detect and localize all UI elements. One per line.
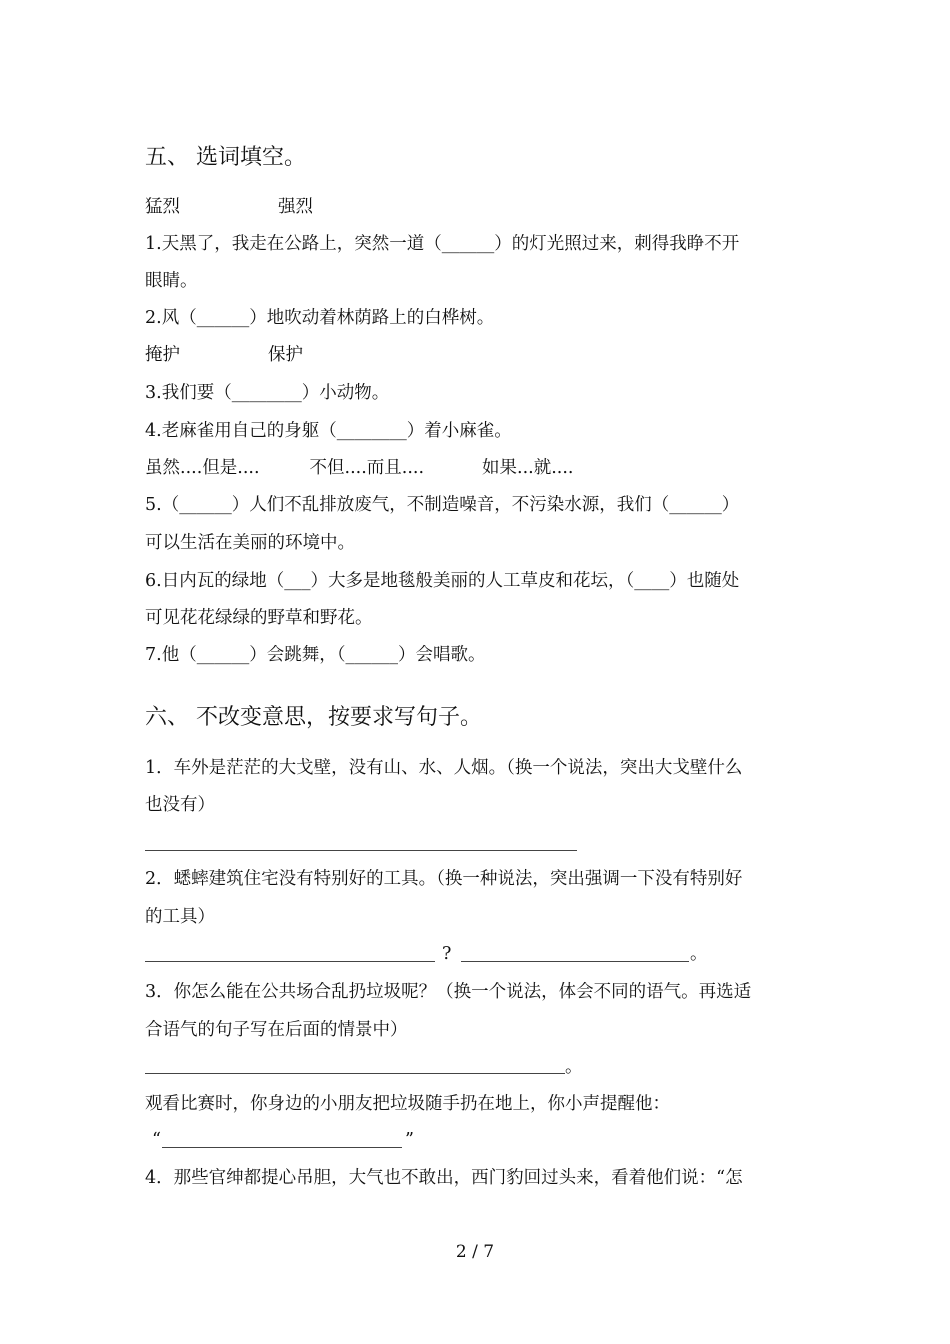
answer-line[interactable] bbox=[145, 850, 577, 851]
question-text: 可以生活在美丽的环境中。 bbox=[145, 533, 355, 553]
period-mark: 。 bbox=[565, 1057, 583, 1077]
question-mark: ? bbox=[442, 944, 452, 964]
question-text: 合语气的句子写在后面的情景中） bbox=[145, 1020, 408, 1040]
question-text: 的工具） bbox=[145, 907, 215, 927]
answer-line[interactable] bbox=[162, 1147, 402, 1148]
word-pair-2 bbox=[145, 343, 303, 367]
question-text: 6.日内瓦的绿地（___）大多是地毯般美丽的人工草皮和花坛，（____）也随处 bbox=[145, 571, 740, 591]
question-text: 3．你怎么能在公共场合乱扔垃圾呢？（换一个说法，体会不同的语气。再选适 bbox=[145, 982, 752, 1002]
question-text: 4.老麻雀用自己的身躯（________）着小麻雀。 bbox=[145, 421, 512, 441]
open-quote: “ bbox=[152, 1130, 161, 1150]
question-text: 3.我们要（________）小动物。 bbox=[145, 383, 390, 403]
section6-heading: 六、 不改变意思，按要求写句子。 bbox=[145, 705, 482, 730]
close-quote: ” bbox=[405, 1130, 414, 1150]
question-text: 可见花花绿绿的野草和野花。 bbox=[145, 608, 373, 628]
conjunction-option: 虽然....但是.... bbox=[145, 458, 260, 478]
word-option: 掩护 bbox=[145, 345, 180, 365]
question-text: 2.风（______）地吹动着林荫路上的白桦树。 bbox=[145, 308, 495, 328]
question-text: 2．蟋蟀建筑住宅没有特别好的工具。（换一种说法，突出强调一下没有特别好 bbox=[145, 869, 743, 889]
answer-line[interactable] bbox=[145, 1073, 565, 1074]
word-option: 猛烈 bbox=[145, 197, 180, 217]
question-text: 4．那些官绅都提心吊胆，大气也不敢出，西门豹回过头来，看着他们说：“怎 bbox=[145, 1168, 743, 1188]
page-number: 2 / 7 bbox=[455, 1242, 495, 1262]
word-option: 保护 bbox=[268, 345, 303, 365]
conjunction-options bbox=[145, 456, 573, 480]
word-pair-1 bbox=[145, 195, 313, 219]
answer-line[interactable] bbox=[461, 961, 689, 962]
question-text: 7.他（______）会跳舞，（______）会唱歌。 bbox=[145, 645, 486, 665]
question-text: 也没有） bbox=[145, 795, 215, 815]
period-mark: 。 bbox=[690, 944, 708, 964]
question-text: 5.（______）人们不乱排放废气，不制造噪音，不污染水源，我们（______） bbox=[145, 495, 740, 515]
question-text: 眼睛。 bbox=[145, 271, 198, 291]
scene-text: 观看比赛时，你身边的小朋友把垃圾随手扔在地上，你小声提醒他： bbox=[145, 1094, 670, 1114]
section5-heading: 五、 选词填空。 bbox=[145, 145, 306, 170]
conjunction-option: 如果...就.... bbox=[482, 458, 574, 478]
word-option: 强烈 bbox=[278, 197, 313, 217]
conjunction-option: 不但....而且.... bbox=[309, 458, 425, 478]
answer-line[interactable] bbox=[145, 961, 435, 962]
question-text: 1．车外是茫茫的大戈壁，没有山、水、人烟。（换一个说法，突出大戈壁什么 bbox=[145, 758, 743, 778]
question-text: 1.天黑了，我走在公路上，突然一道（______）的灯光照过来，刺得我睁不开 bbox=[145, 234, 740, 254]
